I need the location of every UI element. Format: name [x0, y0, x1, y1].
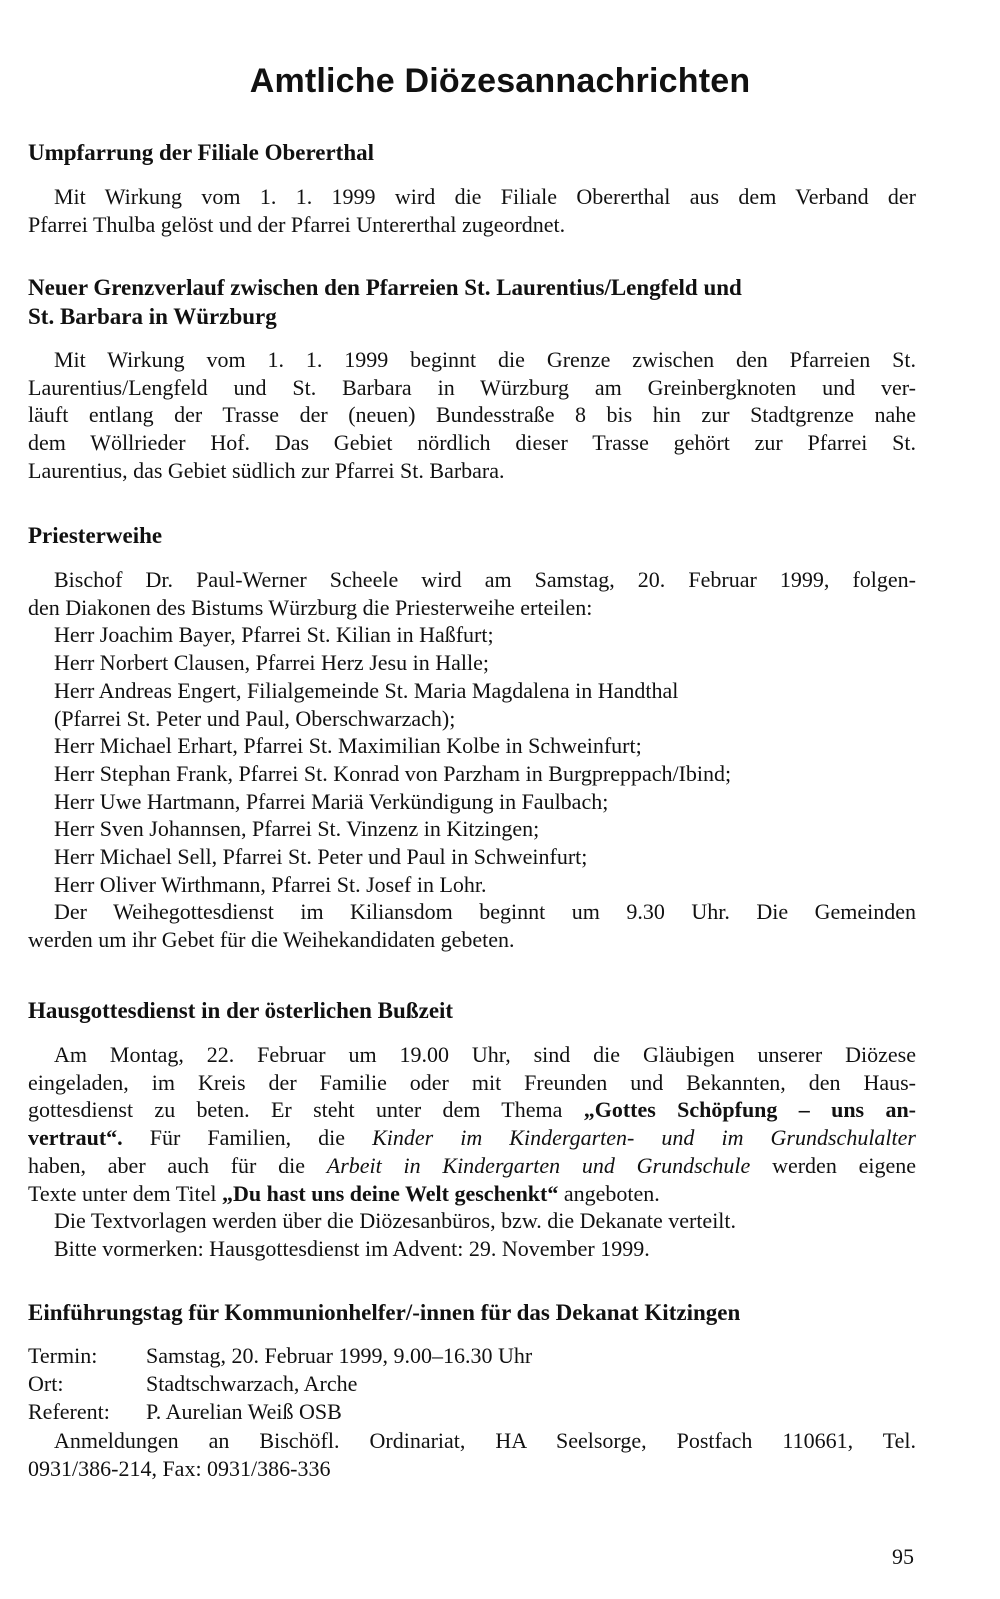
heading-line: Priesterweihe	[28, 523, 163, 548]
detail-row	[28, 1342, 928, 1370]
body-text: gottesdienst zu beten. Er steht unter dem Thema	[28, 1097, 584, 1123]
detail-value: P. Aurelian Weiß OSB	[146, 1399, 342, 1424]
body-text: Für Familien, die	[122, 1125, 373, 1151]
section-heading-umpfarrung	[28, 138, 928, 167]
page-title: Amtliche Diözesannachrichten	[249, 62, 751, 100]
section-body-einfuehrungstag	[28, 1427, 916, 1482]
body-line	[28, 1152, 916, 1180]
body-line: dem Wöllrieder Hof. Das Gebiet nördlich dieser Trasse gehört zur Pfarrei St.	[28, 430, 916, 456]
section-heading-grenzverlauf	[28, 273, 928, 331]
heading-line: Einführungstag für Kommunionhelfer/-innen für das Dekanat Kitzingen	[28, 1300, 741, 1325]
list-item: Herr Sven Johannsen, Pfarrei St. Vinzenz in Kitzingen;	[54, 816, 540, 842]
body-line: 0931/386-214, Fax: 0931/386-336	[28, 1455, 331, 1481]
theme-title-end: vertraut“.	[28, 1125, 123, 1151]
list-item: Herr Andreas Engert, Filialgemeinde St. Maria Magdalena in Handthal	[54, 677, 679, 703]
body-line: Am Montag, 22. Februar um 19.00 Uhr, sind die Gläubigen unserer Diözese	[54, 1042, 916, 1067]
list-item: Herr Stephan Frank, Pfarrei St. Konrad von Parzham in Burgpreppach/Ibind;	[54, 760, 732, 786]
body-line: eingeladen, im Kreis der Familie oder mit Freunden und Bekannten, den Haus-	[28, 1069, 916, 1095]
body-line	[28, 1096, 916, 1124]
body-line: Die Textvorlagen werden über die Diözesanbüros, bzw. die Dekanate verteilt.	[54, 1208, 737, 1234]
detail-label: Ort:	[28, 1371, 64, 1396]
body-line: werden um ihr Gebet für die Weihekandidaten gebeten.	[28, 927, 515, 953]
body-line	[28, 1124, 916, 1152]
body-line: Bischof Dr. Paul-Werner Scheele wird am Samstag, 20. Februar 1999, folgen-	[54, 567, 916, 592]
section-heading-einfuehrungstag	[28, 1298, 928, 1327]
list-item: (Pfarrei St. Peter und Paul, Oberschwarzach);	[54, 705, 456, 731]
detail-row	[28, 1398, 928, 1426]
heading-line: Hausgottesdienst in der österlichen Bußzeit	[28, 998, 454, 1023]
body-line: läuft entlang der Trasse der (neuen) Bundesstraße 8 bis hin zur Stadtgrenze nahe	[28, 402, 916, 428]
detail-label: Referent:	[28, 1399, 110, 1424]
list-item: Herr Uwe Hartmann, Pfarrei Mariä Verkündigung in Faulbach;	[54, 788, 609, 814]
section-heading-priesterweihe	[28, 521, 928, 550]
list-item: Herr Joachim Bayer, Pfarrei St. Kilian in Haßfurt;	[54, 622, 494, 648]
section-heading-hausgottesdienst	[28, 996, 928, 1025]
list-item: Herr Michael Sell, Pfarrei St. Peter und Paul in Schweinfurt;	[54, 844, 588, 870]
heading-line: St. Barbara in Würzburg	[28, 304, 277, 329]
section-body-grenzverlauf	[28, 346, 916, 485]
body-line: Anmeldungen an Bischöfl. Ordinariat, HA Seelsorge, Postfach 110661, Tel.	[54, 1428, 916, 1453]
body-line: Mit Wirkung vom 1. 1. 1999 beginnt die Grenze zwischen den Pfarreien St.	[54, 347, 916, 372]
emphasis-text: Kinder im Kindergarten- und im Grundschulalter	[372, 1125, 916, 1151]
list-item: Herr Norbert Clausen, Pfarrei Herz Jesu in Halle;	[54, 650, 489, 676]
detail-row	[28, 1370, 928, 1398]
theme-title: „Gottes Schöpfung – uns an-	[583, 1097, 917, 1123]
emphasis-text: Arbeit in Kindergarten und Grundschule	[326, 1152, 751, 1178]
heading-line: Umpfarrung der Filiale Obererthal	[28, 140, 375, 165]
section-body-hausgottesdienst	[28, 1041, 916, 1263]
body-text: haben, aber auch für die	[28, 1152, 327, 1178]
detail-value: Stadtschwarzach, Arche	[146, 1371, 358, 1396]
body-text: werden eigene	[750, 1152, 916, 1178]
body-text: angeboten.	[558, 1180, 660, 1206]
body-line: den Diakonen des Bistums Würzburg die Priesterweihe erteilen:	[28, 594, 593, 620]
detail-value: Samstag, 20. Februar 1999, 9.00–16.30 Uhr	[146, 1343, 533, 1368]
body-line: Bitte vormerken: Hausgottesdienst im Advent: 29. November 1999.	[54, 1235, 650, 1261]
body-line	[28, 1180, 916, 1208]
detail-label: Termin:	[28, 1343, 98, 1368]
event-details	[28, 1342, 928, 1426]
list-item: Herr Oliver Wirthmann, Pfarrei St. Josef in Lohr.	[54, 871, 487, 897]
list-item: Herr Michael Erhart, Pfarrei St. Maximilian Kolbe in Schweinfurt;	[54, 733, 642, 759]
text-title: „Du hast uns deine Welt geschenkt“	[222, 1180, 559, 1206]
body-line: Pfarrei Thulba gelöst und der Pfarrei Untererthal zugeordnet.	[28, 211, 566, 237]
heading-line: Neuer Grenzverlauf zwischen den Pfarreien St. Laurentius/Lengfeld und	[28, 275, 742, 300]
section-body-umpfarrung	[28, 183, 916, 238]
body-line: Der Weihegottesdienst im Kiliansdom beginnt um 9.30 Uhr. Die Gemeinden	[54, 899, 916, 925]
body-text: Texte unter dem Titel	[28, 1180, 222, 1206]
body-line: Laurentius, das Gebiet südlich zur Pfarrei St. Barbara.	[28, 457, 505, 483]
body-line: Laurentius/Lengfeld und St. Barbara in Würzburg am Greinbergknoten und ver-	[28, 374, 916, 400]
section-body-priesterweihe	[28, 566, 916, 954]
body-line: Mit Wirkung vom 1. 1. 1999 wird die Filiale Obererthal aus dem Verband der	[54, 184, 916, 209]
page-number: 95	[892, 1544, 914, 1569]
